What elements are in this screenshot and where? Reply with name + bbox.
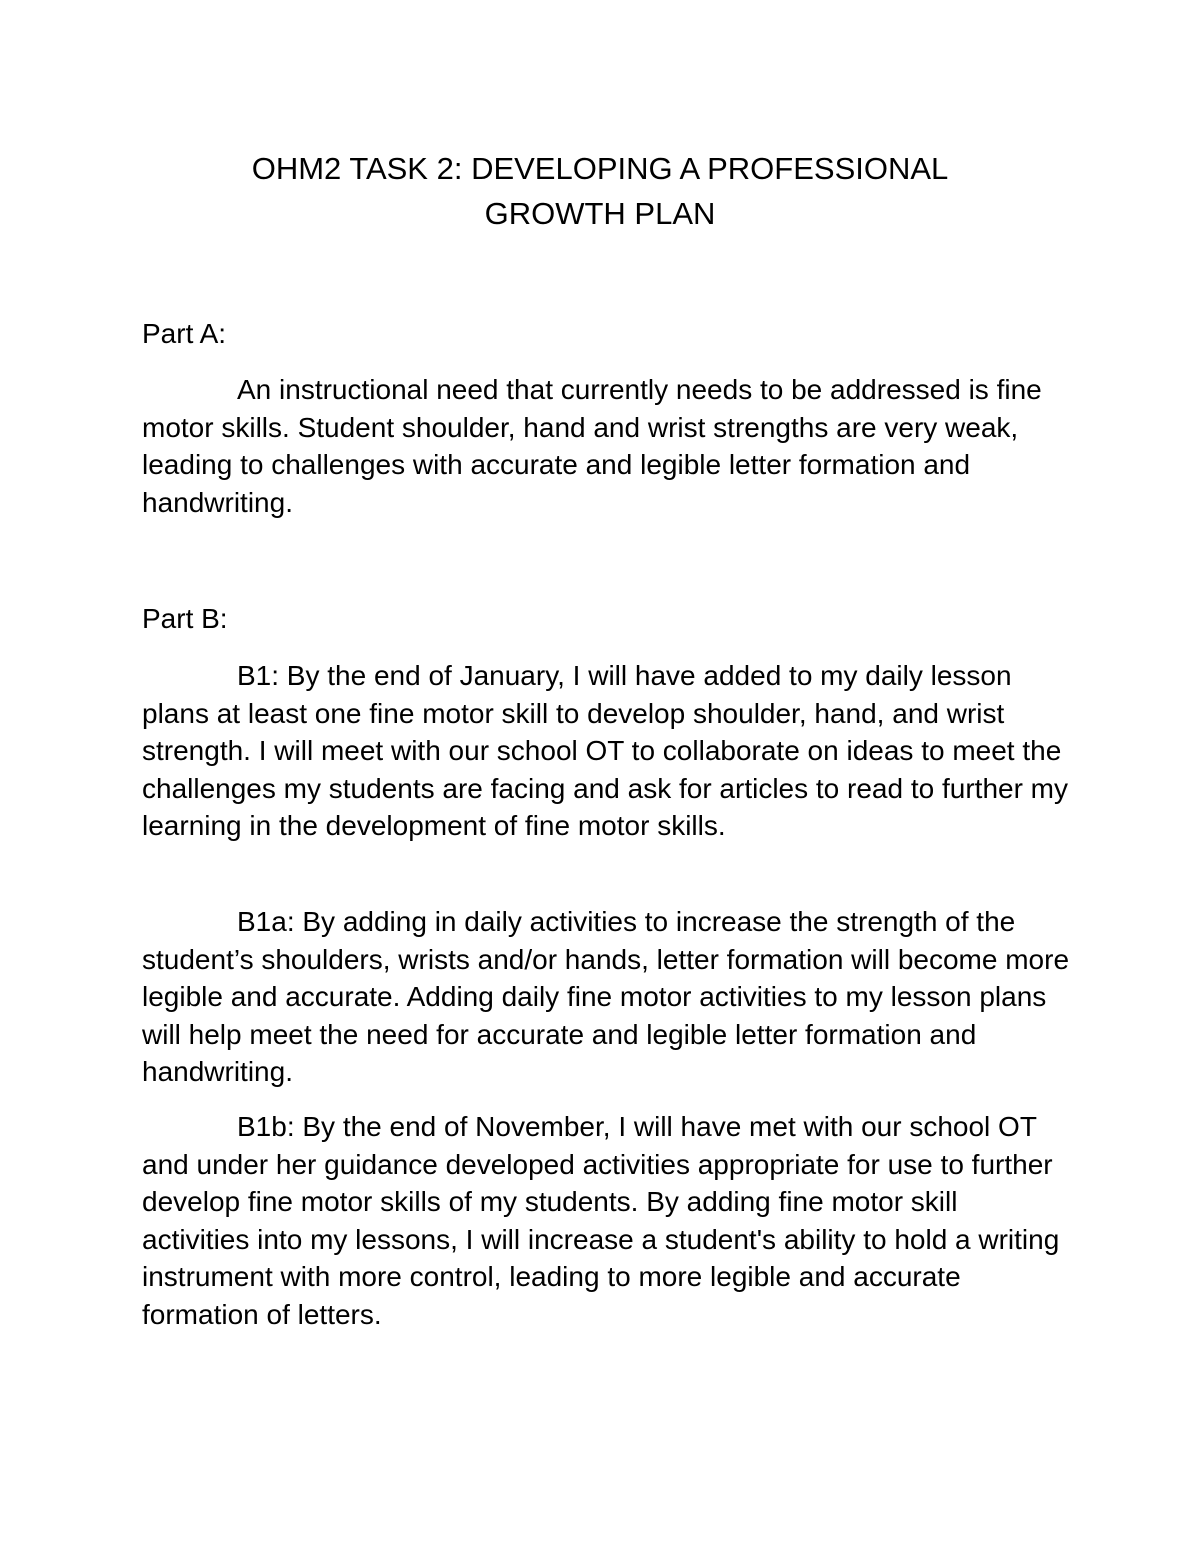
title-line-2: GROWTH PLAN <box>484 196 716 231</box>
title-line-1: OHM2 TASK 2: DEVELOPING A PROFESSIONAL <box>251 151 949 186</box>
part-b1a-paragraph: B1a: By adding in daily activities to increase the strength of the student’s shoulders, wrists and/or hands, letter formation will become more legible and accurate. Adding daily fine motor activities to my lesson plans will help meet the need for accurate and legible letter formation and handwriting. <box>142 906 1070 1087</box>
part-b1b-paragraph: B1b: By the end of November, I will have met with our school OT and under her guidance developed activities appropriate for use to further develop fine motor skills of my students. By adding fine motor skill activities into my lessons, I will increase a student's ability to hold a writing instrument with more control, leading to more legible and accurate formation of letters. <box>142 1111 1060 1330</box>
part-a-paragraph: An instructional need that currently needs to be addressed is fine motor skills. Student shoulder, hand and wrist strengths are very weak, leading to challenges with accurate and legible letter formation and handwriting. <box>142 374 1042 518</box>
part-a-heading: Part A: <box>142 318 227 349</box>
page-title <box>100 146 1100 236</box>
part-b1-paragraph: B1: By the end of January, I will have added to my daily lesson plans at least one fine motor skill to develop shoulder, hand, and wrist strength. I will meet with our school OT to collaborate on ideas to meet the challenges my students are facing and ask for articles to read to further my learning in the development of fine motor skills. <box>142 660 1069 841</box>
part-b-heading: Part B: <box>142 603 228 634</box>
